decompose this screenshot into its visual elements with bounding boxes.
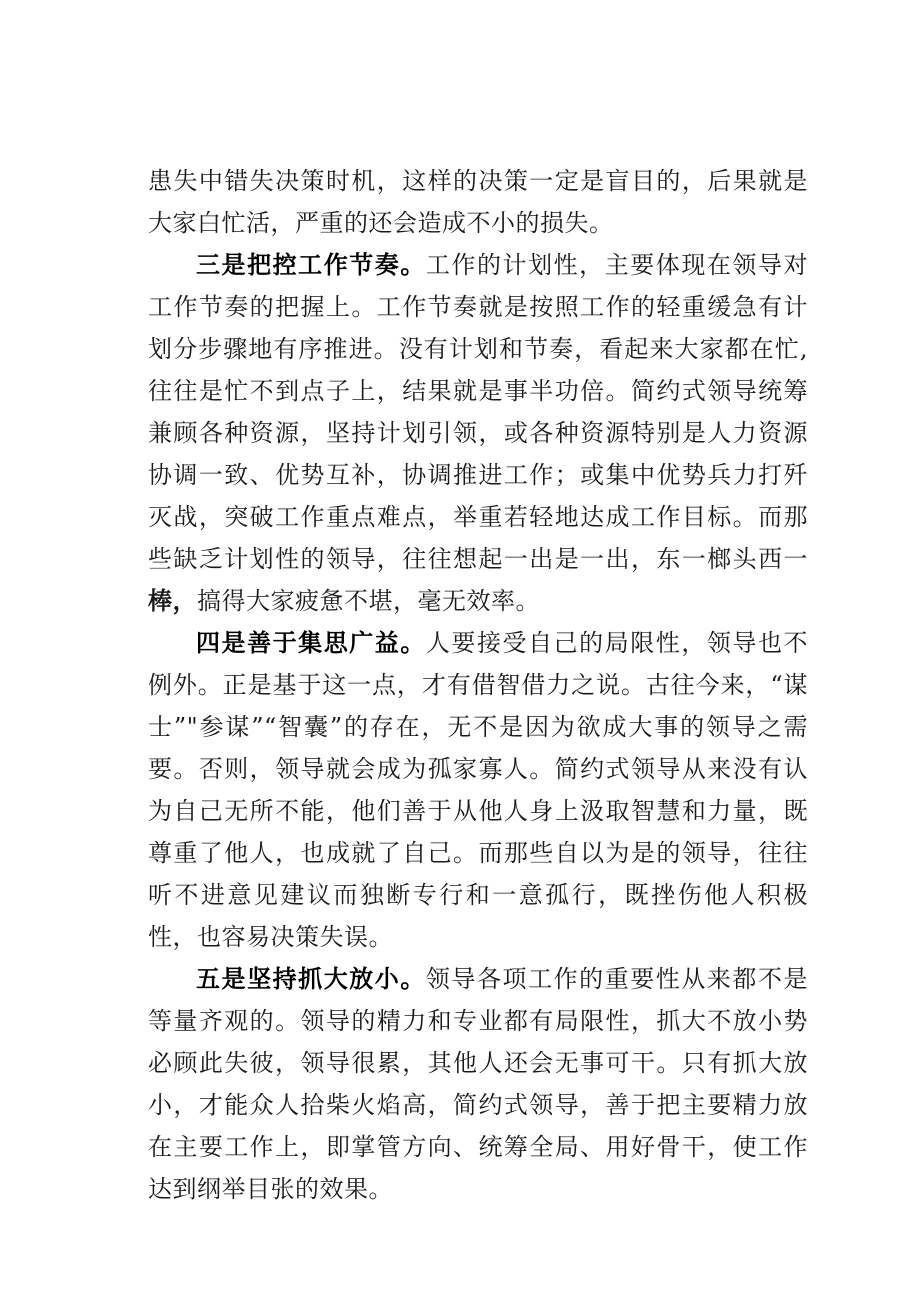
paragraph-1 bbox=[148, 160, 808, 244]
document-page bbox=[148, 160, 808, 1210]
paragraph-4 bbox=[148, 958, 808, 1210]
paragraph-2-bold-word: 棒， bbox=[148, 586, 197, 615]
paragraph-4-heading: 五是坚持抓大放小。 bbox=[196, 964, 426, 993]
paragraph-3-body: 人要接受自己的局限性，领导也不例外。正是基于这一点，才有借智借力之说。古往今来，“谋士”"参谋”“智囊”的存在，无不是因为欲成大事的领导之需要。否则，领导就会成为孤家寡人。简约式领导从来没有认为自己无所不能，他们善于从他人身上汲取智慧和力量，既尊重了他人，也成就了自己。而那些自以为是的领导，往往听不进意见建议而独断专行和一意孤行，既挫伤他人积极性，也容易决策失误。 bbox=[148, 629, 808, 951]
paragraph-3 bbox=[148, 622, 808, 958]
paragraph-2-tail: 搞得大家疲惫不堪，毫无效率。 bbox=[197, 587, 540, 615]
paragraph-4-body: 领导各项工作的重要性从来都不是等量齐观的。领导的精力和专业都有局限性，抓大不放小势必顾此失彼，领导很累，其他人还会无事可干。只有抓大放小，才能众人拾柴火焰高，简约式领导，善于把主要精力放在主要工作上，即掌管方向、统筹全局、用好骨干，使工作达到纲举目张的效果。 bbox=[148, 965, 808, 1203]
paragraph-1-body: 患失中错失决策时机，这样的决策一定是盲目的，后果就是大家白忙活，严重的还会造成不小的损失。 bbox=[148, 167, 808, 237]
paragraph-3-heading: 四是善于集思广益。 bbox=[196, 628, 426, 657]
paragraph-2 bbox=[148, 244, 808, 622]
paragraph-2-body: 工作的计划性，主要体现在领导对工作节奏的把握上。工作节奏就是按照工作的轻重缓急有计划分步骤地有序推进。没有计划和节奏，看起来大家都在忙,往往是忙不到点子上，结果就是事半功倍。简约式领导统筹兼顾各种资源，坚持计划引领，或各种资源特别是人力资源协调一致、优势互补，协调推进工作；或集中优势兵力打歼灭战，突破工作重点难点，举重若轻地达成工作目标。而那些缺乏计划性的领导，往往想起一出是一出，东一榔头西一 bbox=[148, 251, 808, 573]
paragraph-2-heading: 三是把控工作节奏。 bbox=[196, 250, 426, 279]
